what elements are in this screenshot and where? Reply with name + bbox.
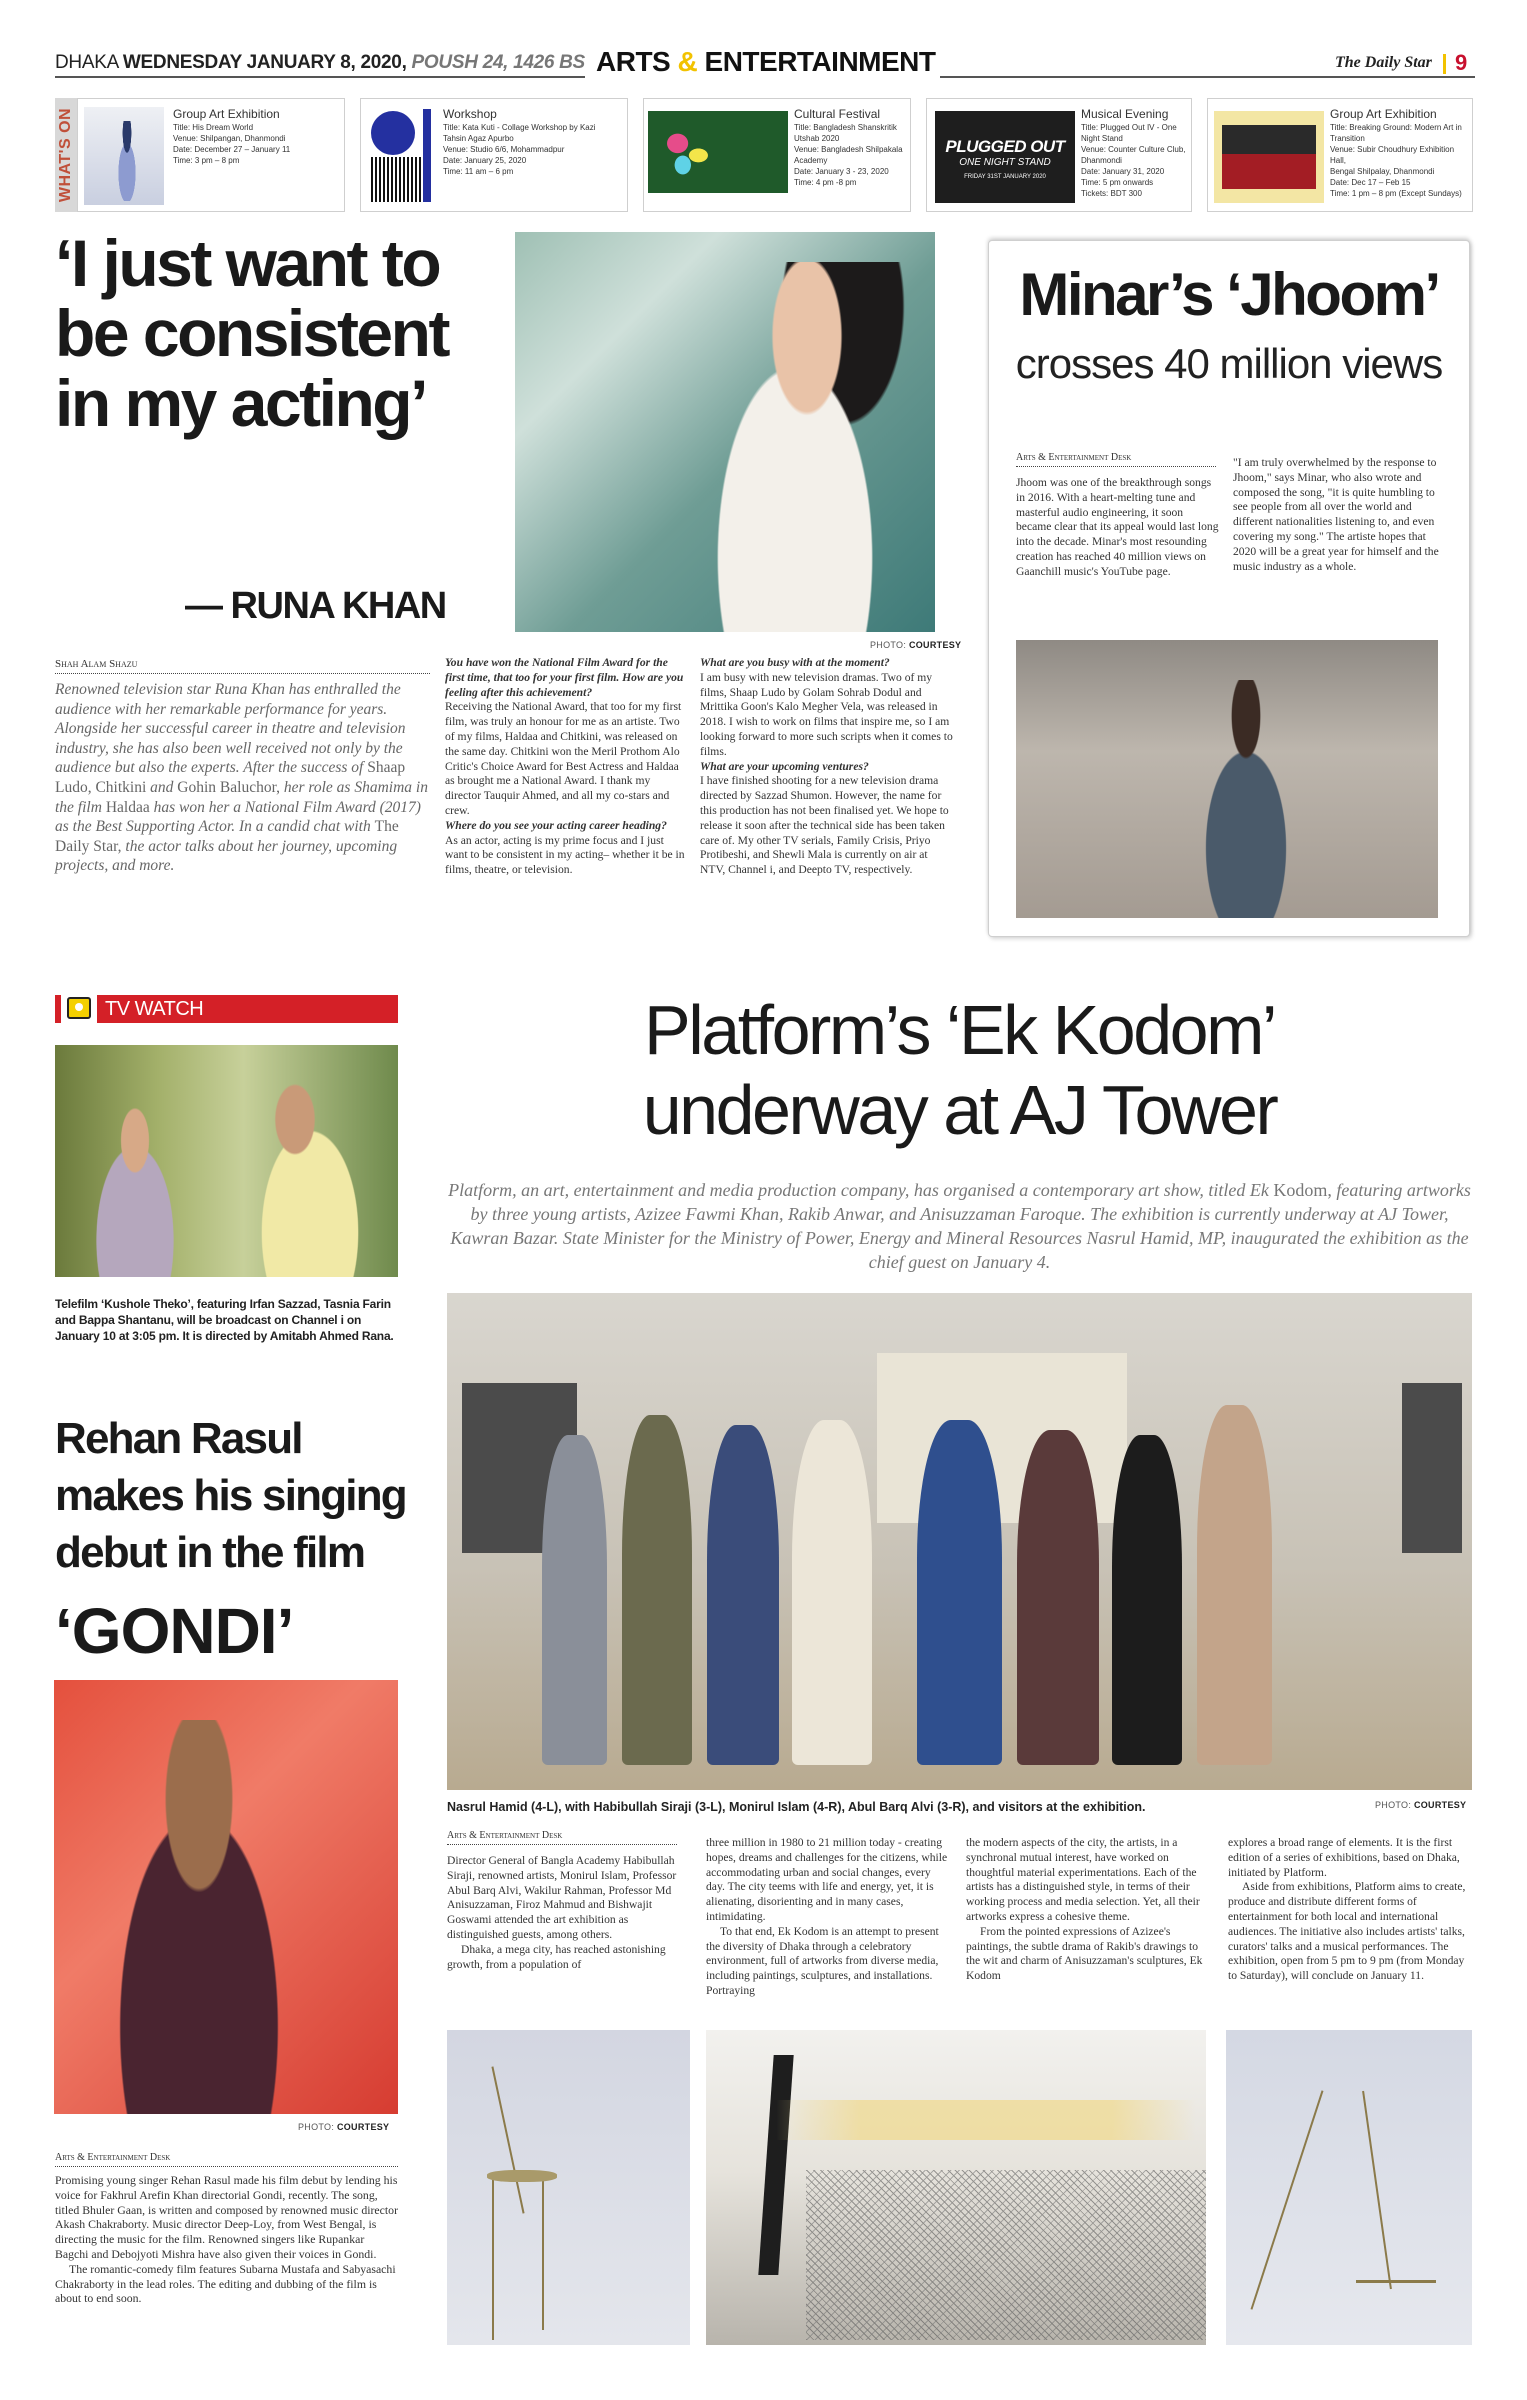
credit-label: PHOTO: [870, 640, 907, 650]
event-line: Night Stand [1081, 134, 1123, 143]
platform-headline [447, 990, 1472, 1150]
whats-on-item-2[interactable] [360, 98, 628, 212]
event-line: Bengal Shilpalay, Dhanmondi [1330, 167, 1435, 176]
event-title: Workshop [443, 107, 497, 121]
intro-text: featuring artworks by three young artists, Azizee Fawmi Khan, Rakib Anwar, and Anisuzzaman Faroque. The exhibition is currently underway at AJ Tower, Kawran Bazar. State Minister for the Ministry of Power, Energy and Mineral Resources Nasrul Hamid, MP, inaugurated the exhibition as the chief guest on January 4. [450, 1180, 1471, 1272]
event-line: Venue: Bangladesh Shilpakala [794, 145, 903, 154]
header-rule-left [55, 76, 585, 78]
section-title-part2: ENTERTAINMENT [704, 46, 936, 77]
person [1197, 1405, 1272, 1765]
tv-icon [67, 997, 91, 1019]
rehan-byline: Arts & Entertainment Desk [55, 2152, 398, 2167]
whats-on-item-5[interactable] [1207, 98, 1473, 212]
event-line: Venue: Studio 6/6, Mohammadpur [443, 145, 565, 154]
masthead-date [55, 52, 585, 74]
rehan-film-title: ‘GONDI’ [55, 1595, 294, 1667]
paragraph: From the pointed expressions of Azizee's paintings, the subtle drama of Rakib's drawings to the wit and charm of Anisuzzaman's sculptures, Ek Kodom [966, 1924, 1203, 1983]
event-line: Title: Kata Kuti - Collage Workshop by Kazi [443, 123, 596, 132]
person [917, 1420, 1002, 1765]
runa-khan-photo [515, 232, 935, 632]
event-line: Transition [1330, 134, 1365, 143]
person [622, 1415, 692, 1765]
section-title [596, 46, 936, 78]
paragraph: The romantic-comedy film features Subarna Mustafa and Sabyasachi Chakraborty in the lead roles. The editing and dubbing of the film is about to end soon. [55, 2261, 396, 2306]
event-details [443, 107, 625, 177]
platform-group-photo [447, 1293, 1472, 1790]
event-line: Dhanmondi [1081, 156, 1122, 165]
paragraph: To that end, Ek Kodom is an attempt to present the diversity of Dhaka through a celebratory environment, full of artworks from diverse media, including paintings, sculptures, and installations. Portraying [706, 1924, 939, 1997]
intro-text: her role as Shamima in the film [55, 778, 428, 816]
runa-khan-photo-credit [870, 640, 961, 650]
intro-title: The Daily Star, [55, 818, 399, 855]
event-title: Group Art Exhibition [173, 107, 280, 121]
sculpture-photo-1 [447, 2030, 690, 2345]
event-line: Venue: Shilpangan, Dhanmondi [173, 134, 286, 143]
event-line: Venue: Subir Choudhury Exhibition Hall, [1330, 145, 1455, 165]
event-line: Venue: Counter Culture Club, [1081, 145, 1186, 154]
headline-line-2: underway at AJ Tower [642, 1071, 1277, 1149]
runa-khan-attribution: — RUNA KHAN [185, 585, 446, 627]
person [707, 1425, 779, 1765]
platform-column-2 [706, 1836, 951, 1999]
person [792, 1420, 872, 1765]
event-details [1081, 107, 1191, 199]
credit-value: COURTESY [336, 2122, 390, 2132]
tv-watch-banner [55, 995, 398, 1023]
runa-khan-byline: Shah Alam Shazu [55, 658, 430, 674]
interview-answer: Receiving the National Award, that too for my first film, was truly an honour for me as an artiste. Two of my films, Haldaa and Chitkini, was released on the same day. Chitkini won the Meril Prothom Alo Critic's Choice Award for Best Actress and Haldaa as brought me a National Award. I thank my director Tauquir Ahmed, and all my co-stars and crew. [445, 700, 682, 817]
event-line: Time: 3 pm – 8 pm [173, 156, 240, 165]
minar-column-1: Jhoom was one of the breakthrough songs in 2016. With a heart-melting tune and masterful audio engineering, it soon became clear that its appeal would last long into the decade. Minar's most resounding creation has reached 40 million views on Gaanchill music's YouTube page. [1016, 476, 1219, 578]
event-line: Time: 1 pm – 8 pm (Except Sundays) [1330, 189, 1462, 198]
credit-label: PHOTO: [298, 2122, 335, 2132]
platform-intro [447, 1178, 1472, 1274]
interview-answer: I have finished shooting for a new television drama directed by Sazzad Shumon. However, the name for this production has not been finalised yet. We hope to release it soon after the technical side has been taken care of. My other TV serials, Family Crisis, Priyo Protibeshi, and Shewli Mala is currently on air at NTV, Channel i, and Deepto TV, respectively. [700, 774, 949, 877]
rehan-photo [54, 1680, 398, 2114]
minar-headline: Minar’s ‘Jhoom’ [1019, 261, 1439, 328]
event-line: Tickets: BDT 300 [1081, 189, 1142, 198]
paragraph: Director General of Bangla Academy Habibullah Siraji, renowned artists, Monirul Islam, Professor Abul Barq Alvi, Wakilur Rahman, Professor Md Anisuzzaman, Firoz Mahmud and Bishwajit Goswami attended the art exhibition as distinguished guests, among others. [447, 1854, 677, 1941]
intro-text: and [146, 778, 178, 796]
whats-on-label [55, 98, 77, 212]
city: DHAKA [55, 52, 118, 73]
intro-text: the actor talks about her journey, upcoming projects, and more. [55, 837, 398, 875]
headline-line-1: Platform’s ‘Ek Kodom’ [644, 991, 1275, 1069]
newspaper-logo[interactable]: The Daily Star [1335, 54, 1432, 71]
rehan-photo-credit [298, 2122, 389, 2132]
person [1112, 1435, 1182, 1765]
runa-khan-headline: ‘I just want to be consistent in my acting’ [55, 226, 448, 440]
interview-question: What are you busy with at the moment? [700, 656, 890, 669]
header-rule-right [940, 76, 1475, 78]
interview-question: Where do you see your acting career heading? [445, 818, 667, 832]
whats-on-item-4[interactable] [926, 98, 1192, 212]
festival-poster [648, 111, 788, 193]
runa-khan-qa-column-1 [445, 656, 685, 878]
platform-byline: Arts & Entertainment Desk [447, 1830, 677, 1845]
platform-column-3 [966, 1836, 1211, 1984]
event-line: Time: 5 pm onwards [1081, 178, 1154, 187]
banner-stripe [55, 995, 61, 1023]
intro-title: Shaap Ludo, Chitkini [55, 759, 406, 796]
section-title-part1: ARTS [596, 46, 671, 77]
minar-photo [1016, 640, 1438, 918]
whats-on-item-1[interactable] [77, 98, 345, 212]
event-details [794, 107, 909, 188]
event-line: Title: Plugged Out IV - One [1081, 123, 1177, 132]
sculpture-photo-2 [1226, 2030, 1472, 2345]
whats-on-item-3[interactable] [643, 98, 911, 212]
event-line: Date: January 25, 2020 [443, 156, 527, 165]
platform-photo-caption: Nasrul Hamid (4-L), with Habibullah Siraji (3-L), Monirul Islam (4-R), Abul Barq Alvi (3-R), and visitors at the exhibition. [447, 1800, 1146, 1814]
minar-subheadline: crosses 40 million views [1015, 340, 1443, 387]
event-line: Title: His Dream World [173, 123, 254, 132]
event-line: Utshab 2020 [794, 134, 840, 143]
tv-watch-label: TV WATCH [97, 995, 398, 1023]
interview-question: You have won the National Film Award for the first time, that too for your first film. How are you feeling after this achievement? [445, 656, 684, 699]
event-line: Tahsin Agaz Apurbo [443, 134, 514, 143]
workshop-poster [371, 109, 431, 202]
event-line: Title: Bangladesh Shanskritik [794, 123, 897, 132]
intro-text: Renowned television star Runa Khan has enthralled the audience with her remarkable performance for years. Alongside her successful career in theatre and television industry, she has also been well received not only by the audience but also the experts. After the success of [55, 681, 406, 777]
rehan-headline: Rehan Rasul makes his singing debut in the film [55, 1414, 406, 1577]
event-line: Date: January 31, 2020 [1081, 167, 1165, 176]
event-line: Date: Dec 17 – Feb 15 [1330, 178, 1411, 187]
weekday-date: WEDNESDAY JANUARY 8, 2020, [122, 52, 407, 73]
credit-value: COURTESY [908, 640, 962, 650]
intro-text: has won her a National Film Award (2017) as the Best Supporting Actor. In a candid chat with [55, 798, 421, 836]
interview-question: What are your upcoming ventures? [700, 759, 869, 773]
intro-text: Platform, an art, entertainment and media production company, has organised a contemporary art show, titled Ek [448, 1180, 1274, 1200]
minar-byline: Arts & Entertainment Desk [1016, 452, 1216, 467]
person [542, 1435, 607, 1765]
tv-watch-caption: Telefilm ‘Kushole Theko’, featuring Irfan Sazzad, Tasnia Farin and Bappa Shantanu, will be broadcast on Channel i on January 10 at 3:05 pm. It is directed by Amitabh Ahmed Rana. [55, 1297, 394, 1343]
bangla-date: POUSH 24, 1426 BS [411, 52, 585, 73]
intro-title: Haldaa [105, 798, 150, 816]
event-title: Cultural Festival [794, 107, 881, 121]
event-line: Date: January 3 - 23, 2020 [794, 167, 889, 176]
paragraph: Promising young singer Rehan Rasul made his film debut by lending his voice for Fakhrul Arefin Khan directorial Gondi, recently. The song, titled Bhuler Gaan, is written and composed by renowned music director Akash Chakraborty. Music director Deep-Loy, from West Bengal, is directing the music for the film. Renowned singers like Rupankar Bagchi and Debojyoti Mishra have also given their voices in Gondi. [55, 2173, 399, 2261]
drawing-artwork-photo [706, 2030, 1206, 2345]
interview-answer: As an actor, acting is my prime focus and I just want to be consistent in my acting– whether it be in films, theatre, or television. [445, 833, 685, 877]
event-details [173, 107, 343, 166]
paragraph: explores a broad range of elements. It is the first edition of a series of exhibitions, based on Dhaka, initiated by Platform. [1228, 1836, 1460, 1879]
poster-title: PLUGGED OUT [945, 137, 1065, 156]
paragraph: Dhaka, a mega city, has reached astonishing growth, from a population of [447, 1942, 666, 1971]
event-details [1330, 107, 1472, 199]
event-line: Time: 11 am – 6 pm [443, 167, 514, 176]
runa-khan-qa-column-2 [700, 656, 955, 878]
person [1017, 1430, 1099, 1765]
poster-date: FRIDAY 31ST JANUARY 2020 [964, 174, 1046, 180]
wall-artwork [1402, 1383, 1462, 1553]
section-ampersand: & [677, 46, 698, 77]
art-thumbnail [84, 107, 164, 205]
platform-column-1 [447, 1854, 687, 1972]
event-title: Musical Evening [1081, 107, 1169, 121]
paragraph: three million in 1980 to 21 million today - creating hopes, dreams and challenges for the citizens, while accommodating urban and social changes, every day. The city teems with life and energy, yet, it is alienating, disorienting and in many cases, intimidating. [706, 1836, 948, 1923]
platform-column-4 [1228, 1836, 1473, 1984]
paragraph: Aside from exhibitions, Platform aims to create, produce and distribute different forms of entertainment for both local and international audiences. The initiative also includes artists' talks, curators' talks and a musical performances. The exhibition, open from 5 pm to 9 pm (from Monday to Saturday), will conclude on January 11. [1228, 1880, 1466, 1983]
event-line: Date: December 27 – January 11 [173, 145, 291, 154]
credit-value: COURTESY [1413, 1800, 1467, 1810]
intro-title: Kodom, [1273, 1180, 1332, 1200]
concert-poster [935, 111, 1075, 203]
platform-photo-credit [1375, 1800, 1466, 1810]
poster-subtitle: ONE NIGHT STAND [959, 157, 1051, 168]
page-number: 9 [1455, 50, 1468, 75]
paragraph: the modern aspects of the city, the artists, in a synchronal mutual interest, have worked on thoughtful material experimentations. Each of the artists has a distinguished style, in terms of their working process and media selection. Yet, all their artworks express a cohesive theme. [966, 1836, 1200, 1923]
event-line: Time: 4 pm -8 pm [794, 178, 857, 187]
tv-watch-photo [55, 1045, 398, 1277]
runa-khan-intro [55, 680, 433, 876]
minar-column-2: "I am truly overwhelmed by the response to Jhoom," says Minar, who also wrote and composed the song, "it is quite humbling to see people from all over the world and different nationalities listening to, and even covering my song." The artiste hopes that 2020 will be a great year for himself and the music industry as a whole. [1233, 456, 1439, 573]
painting-thumbnail [1214, 111, 1324, 203]
event-line: Title: Breaking Ground: Modern Art in [1330, 123, 1462, 132]
event-title: Group Art Exhibition [1330, 107, 1437, 121]
event-line: Academy [794, 156, 828, 165]
logo-divider [1443, 54, 1446, 74]
intro-title: Gohin Baluchor, [177, 778, 280, 796]
credit-label: PHOTO: [1375, 1800, 1412, 1810]
rehan-body [55, 2173, 400, 2306]
interview-answer: I am busy with new television dramas. Two of my films, Shaap Ludo by Golam Sohrab Dodul and Mrittika Goon's Kalo Megher Vela, was released in 2018. I wish to work on films that inspire me, so I am looking forward to more such scripts when it comes to films. [700, 670, 953, 758]
whats-on-label-text: WHAT'S ON [57, 107, 74, 203]
